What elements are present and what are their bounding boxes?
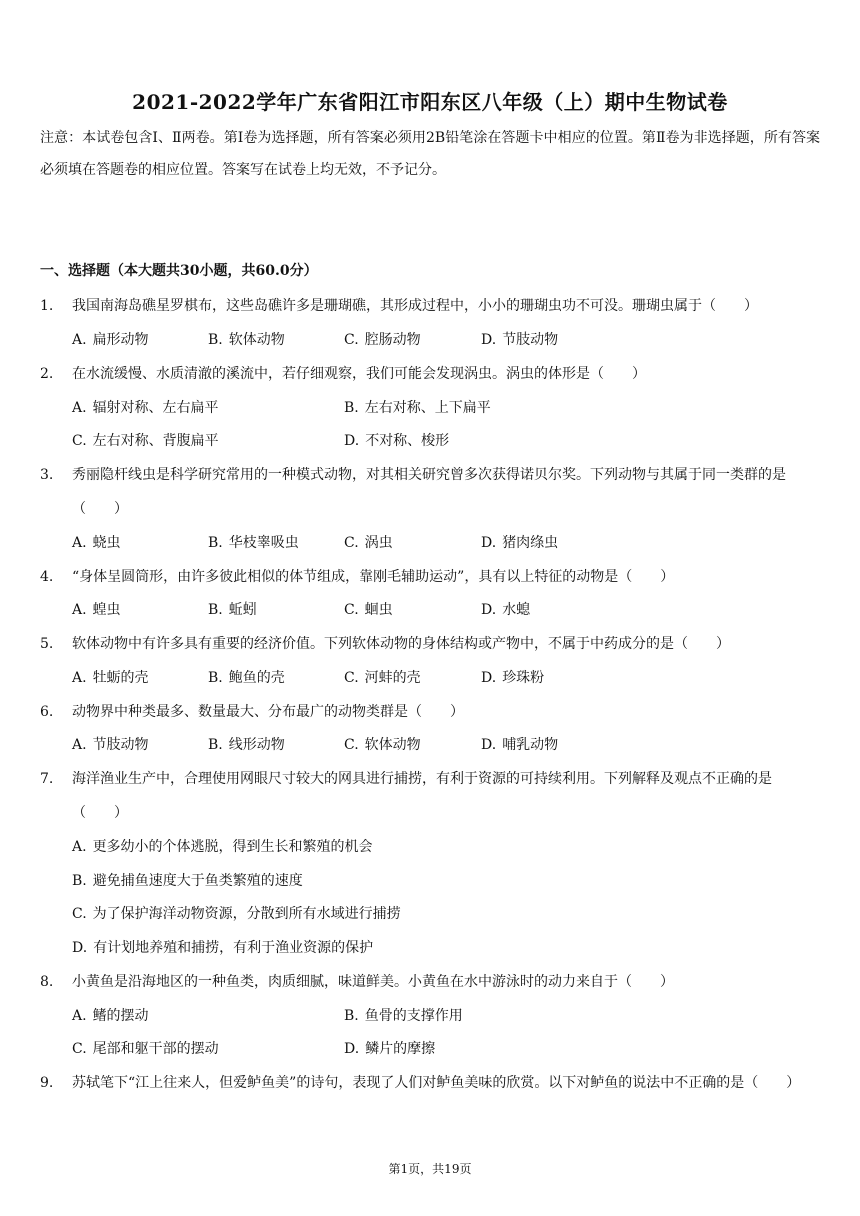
question-stem: 海洋渔业生产中，合理使用网眼尺寸较大的网具进行捕捞，有利于资源的可持续利用。下列解释及观点不正确的是（ ）	[72, 771, 772, 821]
question-number: 2.	[40, 366, 54, 382]
option-text: 猪肉绦虫	[502, 535, 559, 551]
option-letter: C.	[344, 535, 359, 551]
option-text: 避免捕鱼速度大于鱼类繁殖的速度	[92, 873, 303, 889]
option-letter: A.	[72, 1008, 87, 1024]
option-letter: B.	[208, 332, 223, 348]
page-footer: 第1页，共19页	[388, 1162, 472, 1176]
option-c	[344, 598, 393, 622]
option-text: 扁形动物	[92, 332, 149, 348]
option-letter: C.	[72, 1041, 87, 1057]
option-letter: A.	[72, 602, 87, 618]
question-number: 7.	[40, 771, 54, 787]
option-text: 河蚌的壳	[364, 670, 421, 686]
option-letter: D.	[344, 1041, 360, 1057]
option-a	[72, 598, 121, 622]
question-stem: 小黄鱼是沿海地区的一种鱼类，肉质细腻，味道鲜美。小黄鱼在水中游泳时的动力来自于（ ）	[72, 974, 674, 990]
question-8	[40, 965, 820, 999]
option-letter: D.	[481, 332, 497, 348]
option-b	[208, 733, 285, 757]
question-6	[40, 695, 820, 729]
option-c	[344, 328, 421, 352]
option-letter: C.	[72, 906, 87, 922]
option-a	[72, 328, 149, 352]
option-letter: A.	[72, 670, 87, 686]
option-text: 为了保护海洋动物资源，分散到所有水域进行捕捞	[92, 906, 401, 922]
option-c	[72, 902, 401, 926]
option-letter: B.	[344, 1008, 359, 1024]
option-d	[344, 1037, 435, 1061]
option-c	[344, 666, 421, 690]
option-text: 水螅	[502, 602, 531, 618]
option-text: 更多幼小的个体逃脱，得到生长和繁殖的机会	[92, 839, 373, 855]
option-d	[481, 733, 558, 757]
option-letter: B.	[208, 535, 223, 551]
option-text: 有计划地养殖和捕捞，有利于渔业资源的保护	[93, 940, 374, 956]
option-letter: A.	[72, 737, 87, 753]
option-b	[208, 328, 285, 352]
option-text: 腔肠动物	[364, 332, 421, 348]
option-c	[72, 1037, 219, 1061]
option-b	[208, 531, 299, 555]
option-c	[344, 531, 393, 555]
option-c	[72, 429, 219, 453]
option-letter: A.	[72, 332, 87, 348]
question-number: 9.	[40, 1075, 54, 1091]
option-text: 蚯蚓	[228, 602, 257, 618]
option-text: 软体动物	[228, 332, 285, 348]
option-b	[344, 1004, 463, 1028]
option-letter: C.	[344, 670, 359, 686]
option-text: 哺乳动物	[502, 737, 559, 753]
question-4	[40, 560, 820, 594]
option-letter: B.	[208, 737, 223, 753]
option-letter: C.	[72, 433, 87, 449]
option-text: 辐射对称、左右扁平	[92, 400, 219, 416]
section-title: 一、选择题（本大题共30小题，共60.0分）	[40, 263, 318, 279]
option-a	[72, 835, 373, 859]
option-letter: B.	[208, 602, 223, 618]
option-text: 尾部和躯干部的摆动	[92, 1041, 219, 1057]
option-letter: B.	[208, 670, 223, 686]
question-stem: 动物界中种类最多、数量最大、分布最广的动物类群是（ ）	[72, 704, 464, 720]
option-b	[208, 598, 257, 622]
question-number: 3.	[40, 467, 54, 483]
option-a	[72, 733, 149, 757]
option-letter: A.	[72, 839, 87, 855]
question-1	[40, 289, 820, 323]
question-stem: 秀丽隐杆线虫是科学研究常用的一种模式动物，对其相关研究曾多次获得诺贝尔奖。下列动物与其属于同一类群的是（ ）	[72, 467, 786, 517]
option-letter: D.	[481, 737, 497, 753]
question-2	[40, 357, 820, 391]
question-7	[40, 762, 820, 830]
question-number: 4.	[40, 569, 54, 585]
option-text: 蛲虫	[92, 535, 121, 551]
option-a	[72, 1004, 149, 1028]
option-letter: C.	[344, 332, 359, 348]
option-d	[481, 598, 530, 622]
option-d	[72, 936, 373, 960]
question-stem: 软体动物中有许多具有重要的经济价值。下列软体动物的身体结构或产物中，不属于中药成分的是（ ）	[72, 636, 730, 652]
question-number: 8.	[40, 974, 54, 990]
option-a	[72, 396, 219, 420]
option-text: 鳞片的摩擦	[365, 1041, 436, 1057]
option-letter: D.	[72, 940, 88, 956]
option-text: 节肢动物	[502, 332, 559, 348]
option-b	[344, 396, 491, 420]
option-text: 左右对称、上下扁平	[364, 400, 491, 416]
option-text: 涡虫	[364, 535, 393, 551]
option-d	[481, 666, 544, 690]
option-letter: B.	[72, 873, 87, 889]
option-text: 蝗虫	[92, 602, 121, 618]
option-text: 鱼骨的支撑作用	[364, 1008, 463, 1024]
option-b	[208, 666, 285, 690]
option-d	[481, 531, 558, 555]
option-text: 左右对称、背腹扁平	[92, 433, 219, 449]
option-letter: D.	[344, 433, 360, 449]
question-9	[40, 1066, 820, 1100]
option-a	[72, 666, 149, 690]
option-text: 鲍鱼的壳	[228, 670, 285, 686]
option-c	[344, 733, 421, 757]
option-text: 牡蛎的壳	[92, 670, 149, 686]
option-d	[344, 429, 449, 453]
question-stem: 在水流缓慢、水质清澈的溪流中，若仔细观察，我们可能会发现涡虫。涡虫的体形是（ ）	[72, 366, 646, 382]
exam-notice: 注意：本试卷包含Ⅰ、Ⅱ两卷。第Ⅰ卷为选择题，所有答案必须用2B铅笔涂在答题卡中相应的位置。第Ⅱ卷为非选择题，所有答案必须填在答题卷的相应位置。答案写在试卷上均无效，不予记分。	[40, 130, 820, 178]
option-text: 节肢动物	[92, 737, 149, 753]
exam-title: 2021-2022学年广东省阳江市阳东区八年级（上）期中生物试卷	[132, 90, 728, 114]
option-letter: C.	[344, 602, 359, 618]
option-text: 珍珠粉	[502, 670, 545, 686]
option-letter: D.	[481, 602, 497, 618]
option-text: 线形动物	[228, 737, 285, 753]
option-text: 软体动物	[364, 737, 421, 753]
option-text: 华枝睾吸虫	[228, 535, 299, 551]
option-b	[72, 869, 303, 893]
option-letter: A.	[72, 535, 87, 551]
question-stem: “身体呈圆筒形，由许多彼此相似的体节组成，靠刚毛辅助运动”，具有以上特征的动物是（ ）	[72, 569, 675, 585]
question-number: 5.	[40, 636, 54, 652]
option-text: 鳍的摆动	[92, 1008, 149, 1024]
question-stem: 我国南海岛礁星罗棋布，这些岛礁许多是珊瑚礁，其形成过程中，小小的珊瑚虫功不可没。珊瑚虫属于（ ）	[72, 298, 758, 314]
question-stem: 苏轼笔下“江上往来人，但爱鲈鱼美”的诗句，表现了人们对鲈鱼美味的欣赏。以下对鲈鱼的说法中不正确的是（ ）	[72, 1075, 801, 1091]
option-a	[72, 531, 121, 555]
option-letter: B.	[344, 400, 359, 416]
question-number: 1.	[40, 298, 54, 314]
question-5	[40, 627, 820, 661]
option-d	[481, 328, 558, 352]
option-letter: C.	[344, 737, 359, 753]
option-letter: D.	[481, 670, 497, 686]
option-letter: D.	[481, 535, 497, 551]
option-text: 不对称、梭形	[365, 433, 450, 449]
option-letter: A.	[72, 400, 87, 416]
option-text: 蛔虫	[364, 602, 393, 618]
question-3	[40, 458, 820, 526]
question-number: 6.	[40, 704, 54, 720]
